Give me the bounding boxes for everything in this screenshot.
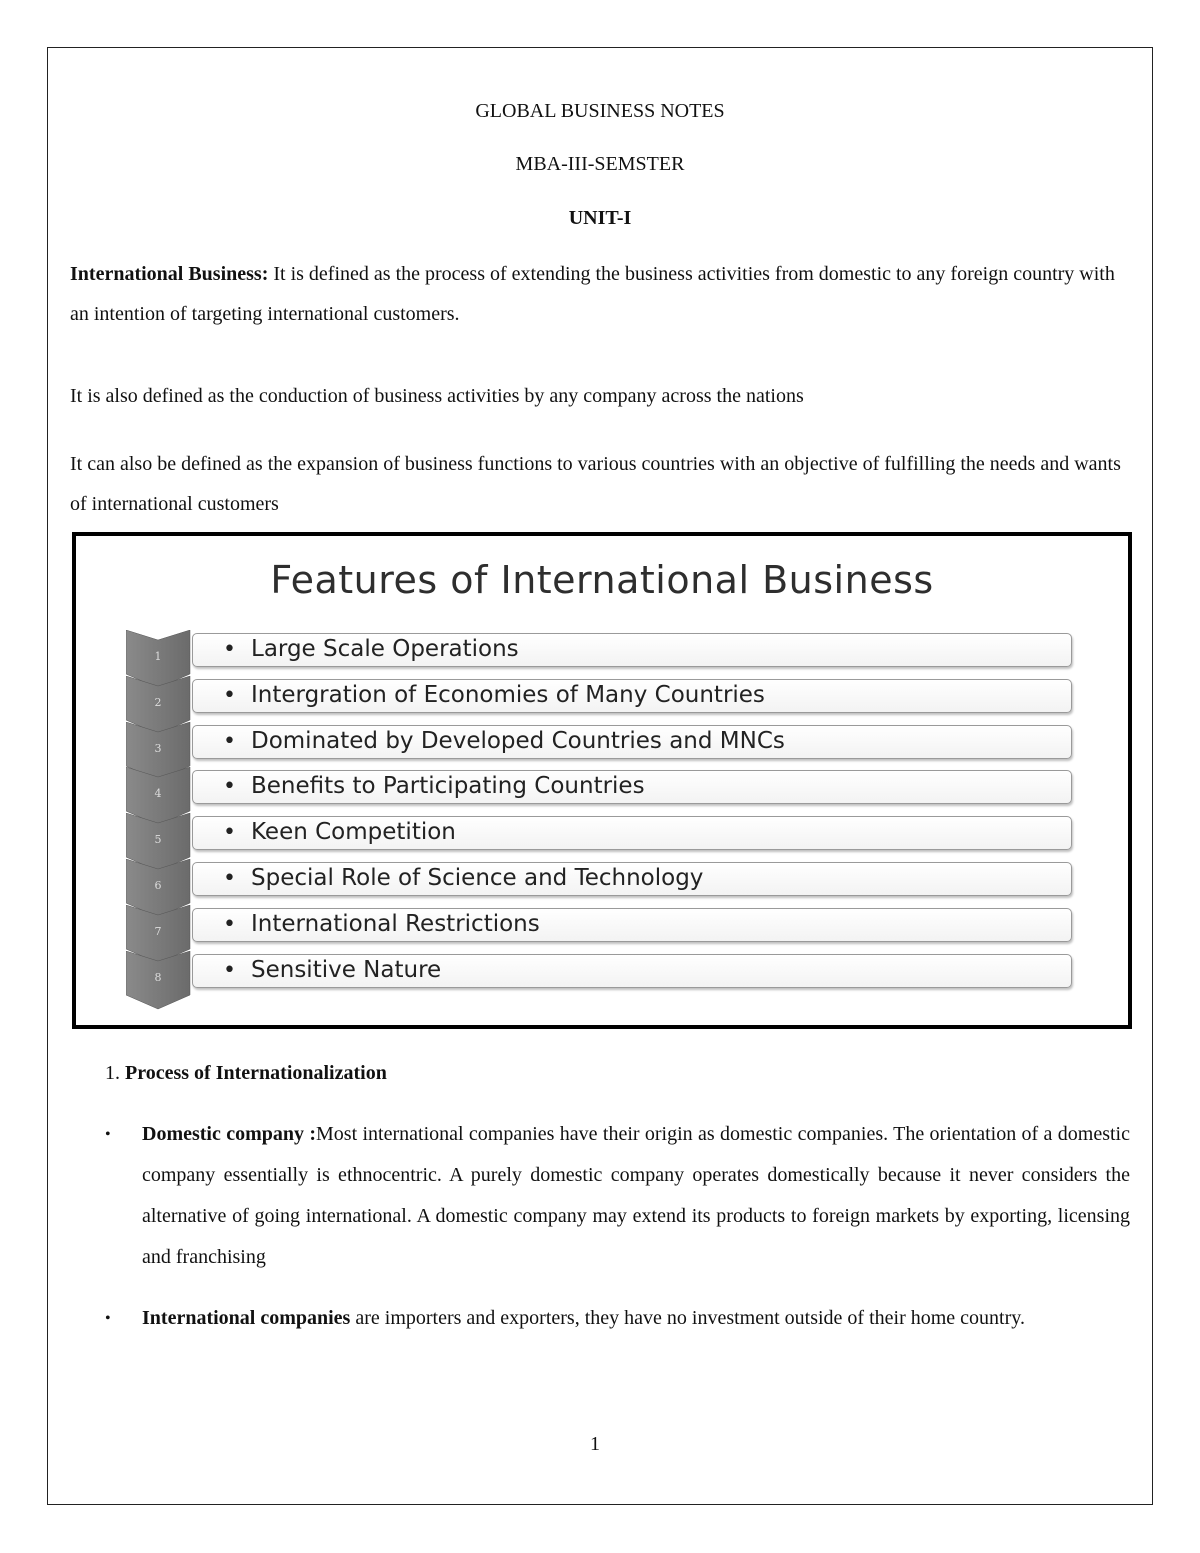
- feature-row: [126, 630, 1076, 674]
- list-item-text: [142, 1114, 1130, 1278]
- feature-box: [192, 816, 1072, 850]
- feature-number: 8: [154, 970, 162, 984]
- definition-paragraph-2: It is also defined as the conduction of business activities by any company across the nations: [70, 385, 804, 407]
- feature-row: [126, 905, 1076, 949]
- feature-row: [126, 767, 1076, 811]
- feature-label: Benefits to Participating Countries: [251, 773, 645, 800]
- definition-text: It is defined as the process of extending the business activities from domestic to any foreign country with an intention of targeting international customers.: [70, 263, 1115, 325]
- feature-number: 2: [154, 695, 162, 709]
- feature-number: 1: [154, 650, 162, 663]
- document-subtitle: MBA-III-SEMSTER: [515, 153, 685, 175]
- chevron-icon: [126, 951, 194, 1013]
- bullet-icon: •: [223, 728, 236, 754]
- feature-label: Dominated by Developed Countries and MNCs: [251, 727, 785, 754]
- feature-row: [126, 722, 1076, 766]
- feature-row: [126, 813, 1076, 857]
- feature-label: Sensitive Nature: [251, 956, 442, 983]
- feature-box: [192, 633, 1072, 667]
- feature-label: Special Role of Science and Technology: [251, 865, 704, 891]
- list-item: [105, 1114, 1130, 1278]
- bullet-icon: •: [223, 911, 236, 937]
- unit-heading: UNIT-I: [568, 207, 632, 229]
- figure-title: Features of International Business: [270, 558, 934, 602]
- feature-label: Keen Competition: [251, 819, 456, 846]
- feature-row: [126, 859, 1076, 903]
- feature-box: [192, 679, 1072, 713]
- feature-number: 3: [154, 741, 162, 755]
- feature-box: [192, 770, 1072, 804]
- list-item: [105, 1298, 1130, 1339]
- bullet-icon: •: [223, 682, 236, 708]
- feature-box: [192, 862, 1072, 896]
- definition-paragraph: [70, 254, 1130, 334]
- bullet-icon: •: [223, 957, 236, 983]
- document-title: GLOBAL BUSINESS NOTES: [475, 100, 725, 122]
- feature-box: [192, 954, 1072, 988]
- section-number: 1.: [105, 1062, 125, 1084]
- list-item-term: Domestic company :: [142, 1123, 317, 1145]
- definition-paragraph-3: It can also be defined as the expansion of business functions to various countries with an objective of fulfilling the needs and wants of international customers: [70, 453, 1121, 515]
- features-figure: [72, 532, 1132, 1029]
- feature-number: 6: [154, 879, 162, 892]
- feature-number: 7: [154, 924, 162, 938]
- feature-label: Large Scale Operations: [251, 636, 519, 662]
- list-item-body: Most international companies have their origin as domestic companies. The orientation of a domestic company essentially is ethnocentric. A purely domestic company operates domestically because it never considers the alternative of going international. A domestic company may extend its products to foreign markets by exporting, licensing and franchising: [142, 1123, 1130, 1268]
- bullet-icon: •: [223, 637, 236, 662]
- bullet-icon: •: [223, 866, 236, 891]
- feature-label: International Restrictions: [251, 910, 540, 937]
- feature-box: [192, 908, 1072, 942]
- section-title: Process of Internationalization: [125, 1062, 387, 1084]
- bullet-icon: •: [105, 1310, 111, 1327]
- bullet-icon: •: [223, 820, 236, 846]
- bullet-icon: •: [223, 774, 236, 800]
- feature-box: [192, 725, 1072, 759]
- feature-row: [126, 951, 1076, 995]
- feature-label: Intergration of Economies of Many Countries: [251, 681, 765, 708]
- definition-term: International Business:: [70, 263, 269, 285]
- feature-number: 4: [154, 787, 162, 801]
- feature-row: [126, 676, 1076, 720]
- feature-number: 5: [154, 833, 162, 847]
- bullet-icon: •: [105, 1126, 111, 1143]
- list-item-body: are importers and exporters, they have no investment outside of their home country.: [350, 1307, 1025, 1329]
- list-item-term: International companies: [142, 1307, 351, 1329]
- list-item-text: [142, 1298, 1130, 1339]
- section-heading: [105, 1062, 387, 1085]
- page-number: 1: [590, 1433, 600, 1455]
